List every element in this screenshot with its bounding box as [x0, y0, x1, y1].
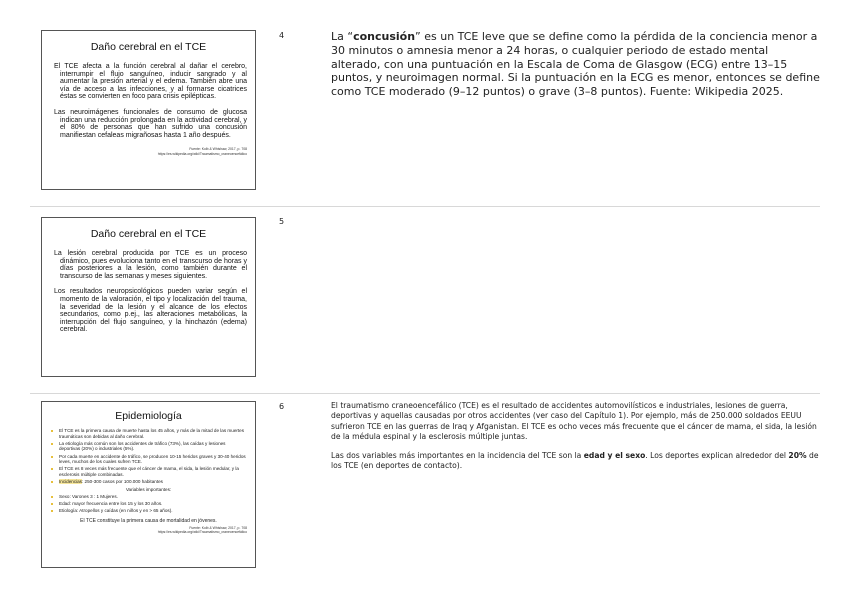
slide-thumbnail-5[interactable] — [41, 217, 256, 377]
note-bold-term: edad y el sexo — [583, 450, 646, 460]
bullet-marker — [51, 503, 53, 505]
slide-bullet: El TCE es la primera causa de muerte hasta los 45 años, y más de la mitad de las muertes traumáticas son debidas al daño cerebral. — [50, 428, 247, 439]
bullet-marker — [51, 443, 53, 445]
slide-paragraph: La lesión cerebral producida por TCE es un proceso dinámico, pues evoluciona tanto en el transcurso de horas y días posteriores a la lesión, como también durante el transcurso de las semanas y meses siguientes. — [54, 250, 247, 280]
slide-bullet: Por cada muerte en accidente de tráfico, se producen 10-15 heridos graves y 30-40 heridos leves, muchos de los cuales sufren TCE. — [50, 454, 247, 465]
slide-bullet: El TCE es 8 veces más frecuente que el cáncer de mama, el sida, la lesión medular, y la esclerosis múltiple combinadas. — [50, 466, 247, 477]
note-paragraph: El traumatismo craneoencefálico (TCE) es el resultado de accidentes automovilísticos e industriales, lesiones de guerra, deportivas y aquellas causadas por otros accidentes (ver caso del Capítulo 1). Por ejemplo, más de 250.000 soldados EEUU sufrieron TCE en las guerras de Iraq y Afganistan. El TCE es ocho veces más frecuente que el cáncer de mama, el sida, la lesión de la médula espinal y la esclerosis múltiple juntas. — [331, 401, 817, 442]
slide-paragraph: Las neuroimágenes funcionales de consumo de glucosa indican una reducción prolongada en la actividad cerebral, y el 80% de personas que han sufrido una concusión manifiestan cefaleas migrañosas hasta 1 año después. — [54, 108, 247, 139]
page-number: 6 — [279, 402, 285, 411]
page-number: 4 — [279, 31, 285, 40]
slide-paragraph: Los resultados neuropsicológicos pueden variar según el momento de la valoración, el tipo y localización del trauma, la severidad de la lesión y el alcance de los efectos secundarios, como p.ej., las alteraciones metabólicas, la interrupción del flujo sanguíneo, y la hinchazón (edema) cerebral. — [54, 288, 247, 334]
page-separator — [30, 393, 820, 394]
bullet-marker — [51, 496, 53, 498]
slide-reference: Fuente: Kolb & Whishaw, 2017, p. 708 https://es.wikipedia.org/wiki/Traumatismo_craneoencefálico — [157, 525, 247, 535]
bullet-marker — [51, 510, 53, 512]
note-bold-term: 20% — [788, 450, 807, 460]
bullet-marker — [51, 456, 53, 458]
note-text: La “ — [331, 30, 354, 43]
slide-bullet: Sexo: Varones 3 : 1 Mujeres. — [50, 494, 247, 500]
slide-bullet: Etiología: Atropellos y caídas (en niños y en > 65 años). — [50, 508, 247, 514]
note-text: ” es un TCE leve que se define como la pérdida de la conciencia menor a 30 minutos o amnesia menor a 24 horas, o cualquier periodo de estado mental alterado, con una puntuación en la Escala de Coma de Glasgow (ECG) entre 13–15 puntos, y neuroimagen normal. Si la puntuación en la ECG es menor, entonces se define como TCE moderado (9–12 puntos) o grave (3–8 puntos). Fuente: Wikipedia 2025. — [331, 30, 820, 99]
note-paragraph: Las dos variables más importantes en la incidencia del TCE son la edad y el sexo. Los deportes explican alrededor del 20% de los TCE (en deportes de contacto). — [331, 450, 819, 471]
bullet-marker — [51, 481, 53, 483]
note-bold-term: concusión — [353, 30, 416, 43]
slide-title: Daño cerebral en el TCE — [90, 228, 207, 240]
speaker-note — [331, 401, 823, 471]
slide-bullet: La etiología más común son los accidentes de tráfico (73%), las caídas y lesiones deportivas (20%) o industriales (5%). — [50, 441, 247, 452]
slide-title: Epidemiología — [115, 410, 182, 422]
slide-thumbnail-6[interactable] — [41, 401, 256, 568]
slide-thumbnail-4[interactable] — [41, 30, 256, 190]
highlighted-label: Incidencias — [59, 479, 82, 485]
bullet-marker — [51, 430, 53, 432]
slide-paragraph: El TCE afecta a la función cerebral al dañar el cerebro, interrumpir el flujo sanguíneo, inducir sangrado y al aumentar la presión arterial y el edema. También abre una vía de acceso a las infecciones, y al formarse cicatrices éstas se convierten en foco para crisis epilépticas. — [54, 63, 247, 101]
bullet-marker — [51, 468, 53, 470]
page-separator — [30, 206, 820, 207]
slide-closing: El TCE constituye la primera causa de mortalidad en jóvenes. — [80, 517, 217, 524]
variables-heading: Variables importantes: — [125, 486, 172, 492]
slide-bullet: Edad: mayor frecuencia entre los 15 y los 30 años. — [50, 501, 247, 507]
slide-bullet: Incidencias: 250-300 casos por 100.000 habitantes — [50, 479, 247, 485]
slide-reference: Fuente: Kolb & Whishaw, 2017, p. 708 https://es.wikipedia.org/wiki/Traumatismo_craneoencefálico — [157, 147, 247, 156]
slide-title: Daño cerebral en el TCE — [90, 41, 207, 53]
page-number: 5 — [279, 217, 285, 226]
speaker-note — [331, 30, 821, 99]
